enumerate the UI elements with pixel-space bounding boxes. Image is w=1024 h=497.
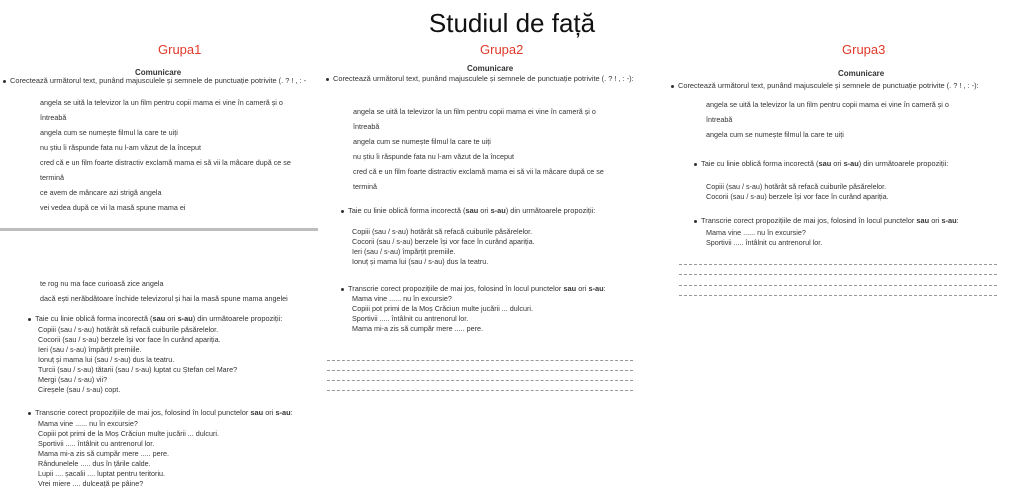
bullet-icon [671,85,674,88]
group2-task2-instruction: Taie cu linie oblică forma incorectă (sau ori s-au) din următoarele propoziții: [341,206,595,216]
group2-section-title: Comunicare [467,64,514,73]
list-item: Lupii .... șacalii .... luptat pentru teritoriu. [38,469,166,478]
list-item: Ionuț și mama lui (sau / s-au) dus la teatru. [352,257,489,266]
group3-task1-text: Corectează următorul text, punând majusculele și semnele de punctuație potrivite (. ? ! , : -): [678,81,979,90]
bullet-icon [3,80,6,83]
answer-line [327,390,633,391]
text-line: întreabă [353,122,380,131]
list-item: Cocorii (sau / s-au) berzele își vor face în curând apariția. [706,192,889,201]
bullet-icon [28,318,31,321]
list-item: Ieri (sau / s-au) împărțit premiile. [38,345,142,354]
answer-line [327,380,633,381]
group1-task1-instruction [3,76,306,86]
text-line: cred că e un film foarte distractiv exclamă mama ei să vii la mâcare după ce se [353,167,604,176]
list-item: Vrei miere .... dulceață pe pâine? [38,479,144,488]
bullet-icon [28,412,31,415]
list-item: Rândunelele ..... dus în țările calde. [38,459,151,468]
answer-line [679,285,997,286]
text-line: dacă ești nerăbdătoare închide televizorul și hai la masă spune mama angelei [40,294,288,303]
text-line: angela cum se numește filmul la care te uiți [40,128,178,137]
group1-text-lines-cont [40,279,288,309]
group2-task1-instruction [326,74,642,83]
group1-section-title: Comunicare [135,68,182,77]
list-item: Copiii pot primi de la Moș Crăciun multe jucării ... dulcuri. [38,429,219,438]
group2-text-lines [353,107,604,197]
page-title: Studiul de față [428,8,596,38]
bullet-icon [326,78,329,81]
list-item: Copiii (sau / s-au) hotărât să refacă cuiburile păsărelelor. [352,227,533,236]
text-line: termină [40,173,64,182]
group3-task1-instruction [671,81,1021,90]
text-line: angela se uită la televizor la un film pentru copii mama ei vine în cameră și o [40,98,283,107]
group3-task2-items [706,182,889,202]
group3-task3-items [706,228,822,248]
answer-line [679,274,997,275]
text-line: vei vedea după ce vii la masă spune mama ei [40,203,186,212]
group3-section-title: Comunicare [838,69,885,78]
text-line: angela cum se numește filmul la care te uiți [706,130,844,139]
list-item: Sportivii ..... întâlnit cu antrenorul lor. [38,439,155,448]
answer-line [327,370,633,371]
text-line: nu știu îi răspunde fata nu l-am văzut de la început [40,143,202,152]
list-item: Ieri (sau / s-au) împărțit premiile. [352,247,456,256]
group3-task3-instruction: Transcrie corect propozițiile de mai jos, folosind în locul punctelor sau ori s-au: [694,216,959,226]
list-item: Mama vine ...... nu în excursie? [352,294,452,303]
bullet-icon [341,210,344,213]
list-item: Copiii (sau / s-au) hotărât să refacă cuiburile păsărelelor. [706,182,887,191]
group3-task2-instruction: Taie cu linie oblică forma incorectă (sau ori s-au) din următoarele propoziții: [694,159,948,169]
group1-text-lines [40,98,291,218]
text-line: cred că e un film foarte distractiv exclamă mama ei să vii la mâcare după ce se [40,158,291,167]
list-item: Ionuț și mama lui (sau / s-au) dus la teatru. [38,355,175,364]
text-line: nu știu îi răspunde fata nu l-am văzut de la început [353,152,515,161]
list-item: Cireșele (sau / s-au) copt. [38,385,121,394]
group1-task1-text: Corectează următorul text, punând majusculele și semnele de punctuație potrivite (. ? ! , : - [10,76,307,85]
bullet-icon [341,288,344,291]
answer-line [679,264,997,265]
list-item: Cocorii (sau / s-au) berzele își vor face în curând apariția. [352,237,535,246]
group2-title: Grupa2 [480,42,524,57]
group1-task2-instruction: Taie cu linie oblică forma incorectă (sau ori s-au) din următoarele propoziții: [28,314,282,324]
text-line: angela se uită la televizor la un film pentru copii mama ei vine în cameră și o [706,100,949,109]
list-item: Sportivii ..... întâlnit cu antrenorul lor. [706,238,823,247]
text-line: termină [353,182,377,191]
bullet-icon [694,163,697,166]
group2-task2-items [352,227,535,267]
list-item: Mama mi-a zis să cumpăr mere ..... pere. [352,324,484,333]
text-line: ce avem de mâncare azi strigă angela [40,188,162,197]
list-item: Turcii (sau / s-au) tătarii (sau / s-au) luptat cu Ștefan cel Mare? [38,365,238,374]
list-item: Mama vine ...... nu în excursie? [38,419,138,428]
group1-title: Grupa1 [158,42,202,57]
answer-line [327,360,633,361]
text-line: angela cum se numește filmul la care te uiți [353,137,491,146]
list-item: Mama mi-a zis să cumpăr mere ..... pere. [38,449,170,458]
group1-task2-items [38,325,237,395]
group1-task3-instruction: Transcrie corect propozițiile de mai jos, folosind în locul punctelor sau ori s-au: [28,408,293,418]
group2-task1-text: Corectează următorul text, punând majusculele și semnele de punctuație potrivite (. ? ! , : -): [333,74,634,83]
list-item: Cocorii (sau / s-au) berzele își vor face în curând apariția. [38,335,221,344]
list-item: Mergi (sau / s-au) vii? [38,375,108,384]
group3-title: Grupa3 [842,42,886,57]
group2-task3-instruction: Transcrie corect propozițiile de mai jos, folosind în locul punctelor sau ori s-au: [341,284,606,294]
text-line: întreabă [40,113,67,122]
list-item: Copiii (sau / s-au) hotărât să refacă cuiburile păsărelelor. [38,325,219,334]
text-line: întreabă [706,115,733,124]
bullet-icon [694,220,697,223]
answer-line [679,295,997,296]
list-item: Mama vine ...... nu în excursie? [706,228,806,237]
list-item: Copiii pot primi de la Moș Crăciun multe jucării ... dulcuri. [352,304,533,313]
group2-task3-items [352,294,533,334]
page-separator [0,228,318,231]
text-line: te rog nu ma face curioasă zice angela [40,279,164,288]
group1-task3-items [38,419,219,489]
group3-text-lines [706,100,949,145]
text-line: angela se uită la televizor la un film pentru copii mama ei vine în cameră și o [353,107,596,116]
list-item: Sportivii ..... întâlnit cu antrenorul lor. [352,314,469,323]
